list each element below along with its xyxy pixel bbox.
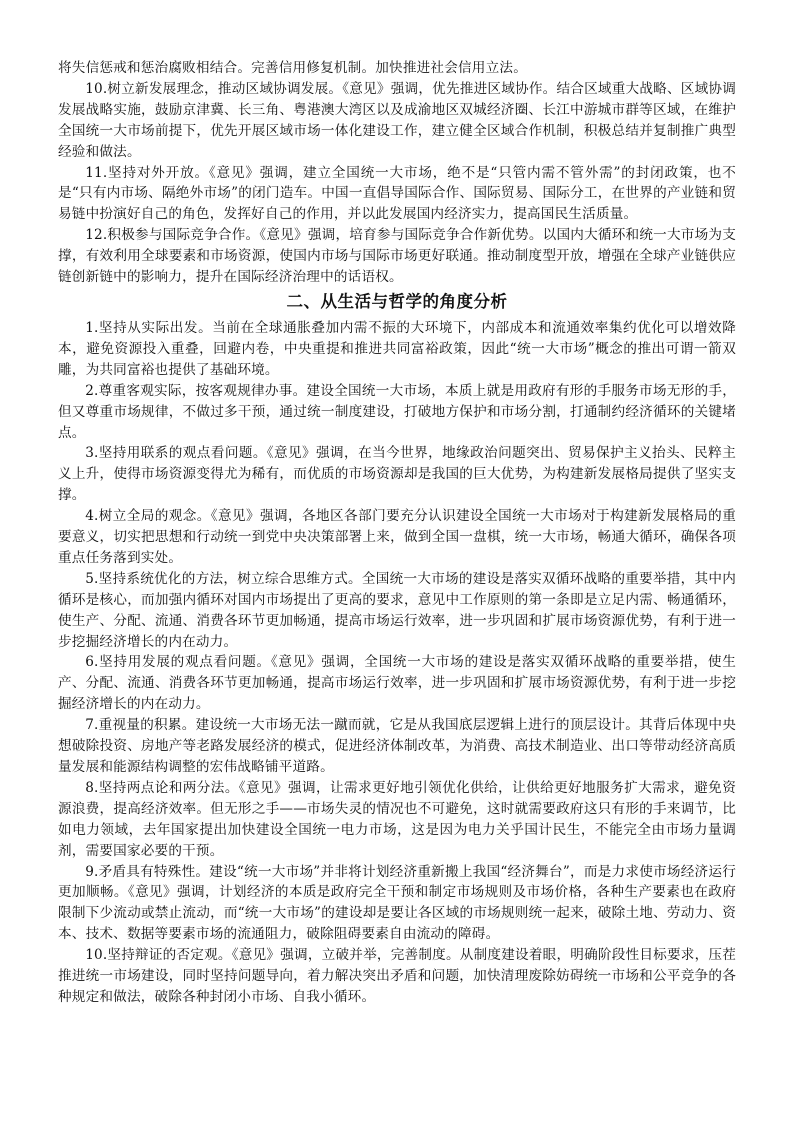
section-two-item-1: 1.坚持从实际出发。当前在全球通胀叠加内需不振的大环境下，内部成本和流通效率集约优化可以增效降本，避免资源投入重叠，回避内卷，中央重提和推进共同富裕政策，因此“统一大市场”概念的推出可谓一箭双雕，为共同富裕也提供了基础环境。 <box>58 319 736 378</box>
document-page <box>58 58 736 1008</box>
section-two-item-2: 2.尊重客观实际，按客观规律办事。建设全国统一大市场，本质上就是用政府有形的手服务市场无形的手，但又尊重市场规律，不做过多干预，通过统一制度建设，打破地方保护和市场分割，打通制约经济循环的关键堵点。 <box>58 382 736 441</box>
lead-paragraph: 将失信惩戒和惩治腐败相结合。完善信用修复机制。加快推进社会信用立法。 <box>58 60 527 76</box>
section-two-item-5: 5.坚持系统优化的方法，树立综合思维方式。全国统一大市场的建设是落实双循环战略的重要举措，其中内循环是核心，而加强内循环对国内市场提出了更高的要求，意见中工作原则的第一条即是立足内需、畅通循环，使生产、分配、流通、消费各环节更加畅通，提高市场运行效率，进一步巩固和扩展市场资源优势，有利于进一步挖掘经济增长的内在动力。 <box>58 570 736 650</box>
part-one-item-11: 11.坚持对外开放。《意见》强调，建立全国统一大市场，绝不是“只管内需不管外需”的封闭政策，也不是“只有内市场、隔绝外市场”的闭门造车。中国一直倡导国际合作、国际贸易、国际分工，在世界的产业链和贸易链中扮演好自己的角色，发挥好自己的作用，并以此发展国内经济实力，提高国民生活质量。 <box>58 164 736 223</box>
section-two-item-3: 3.坚持用联系的观点看问题。《意见》强调，在当今世界，地缘政治问题突出、贸易保护主义抬头、民粹主义上升，使得市场资源变得尤为稀有，而优质的市场资源却是我国的巨大优势，为构建新发展格局提供了坚实支撑。 <box>58 445 736 504</box>
section-two-item-4: 4.树立全局的观念。《意见》强调，各地区各部门要充分认识建设全国统一大市场对于构建新发展格局的重要意义，切实把思想和行动统一到党中央决策部署上来，做到全国一盘棋，统一大市场，畅通大循环，确保各项重点任务落到实处。 <box>58 508 736 566</box>
section-two-item-9: 9.矛盾具有特殊性。建设“统一大市场”并非将计划经济重新搬上我国“经济舞台”，而是力求使市场经济运行更加顺畅。《意见》强调，计划经济的本质是政府完全干预和制定市场规则及市场价格，各种生产要素也在政府限制下少流动或禁止流动，而“统一大市场”的建设却是要让各区域的市场规则统一起来，破除土地、劳动力、资本、技术、数据等要素市场的流通阻力，破除阻碍要素自由流动的障碍。 <box>58 863 736 943</box>
section-two-heading: 二、从生活与哲学的角度分析 <box>286 291 508 311</box>
part-one-item-10: 10.树立新发展理念，推动区域协调发展。《意见》强调，优先推进区域协作。结合区域重大战略、区域协调发展战略实施，鼓励京津冀、长三角、粤港澳大湾区以及成渝地区双城经济圈、长江中游城市群等区域，在维护全国统一大市场前提下，优先开展区域市场一体化建设工作，建立健全区域合作机制，积极总结并复制推广典型经验和做法。 <box>58 80 736 160</box>
section-two-item-6: 6.坚持用发展的观点看问题。《意见》强调，全国统一大市场的建设是落实双循环战略的重要举措，使生产、分配、流通、消费各环节更加畅通，提高市场运行效率，进一步巩固和扩展市场资源优势，有利于进一步挖掘经济增长的内在动力。 <box>58 654 736 713</box>
section-two-item-10: 10.坚持辩证的否定观。《意见》强调，立破并举，完善制度。从制度建设着眼，明确阶段性目标要求，压茬推进统一市场建设，同时坚持问题导向，着力解决突出矛盾和问题，加快清理废除妨碍统一市场和公平竞争的各种规定和做法，破除各种封闭小市场、自我小循环。 <box>58 947 736 1005</box>
section-two-item-7: 7.重视量的积累。建设统一大市场无法一蹴而就，它是从我国底层逻辑上进行的顶层设计。其背后体现中央想破除投资、房地产等老路发展经济的模式，促进经济体制改革，为消费、高技术制造业、出口等带动经济高质量发展和能源结构调整的宏伟战略铺平道路。 <box>58 717 736 775</box>
part-one-item-12: 12.积极参与国际竞争合作。《意见》强调，培育参与国际竞争合作新优势。以国内大循环和统一大市场为支撑，有效利用全球要素和市场资源，使国内市场与国际市场更好联通。推动制度型开放，增强在全球产业链供应链创新链中的影响力，提升在国际经济治理中的话语权。 <box>58 227 736 286</box>
section-two-item-8: 8.坚持两点论和两分法。《意见》强调，让需求更好地引领优化供给，让供给更好地服务扩大需求，避免资源浪费，提高经济效率。但无形之手——市场失灵的情况也不可避免，这时就需要政府这只有形的手来调节，比如电力领域，去年国家提出加快建设全国统一电力市场，这是因为电力关乎国计民生，不能完全由市场力量调剂，需要国家必要的干预。 <box>58 779 736 859</box>
